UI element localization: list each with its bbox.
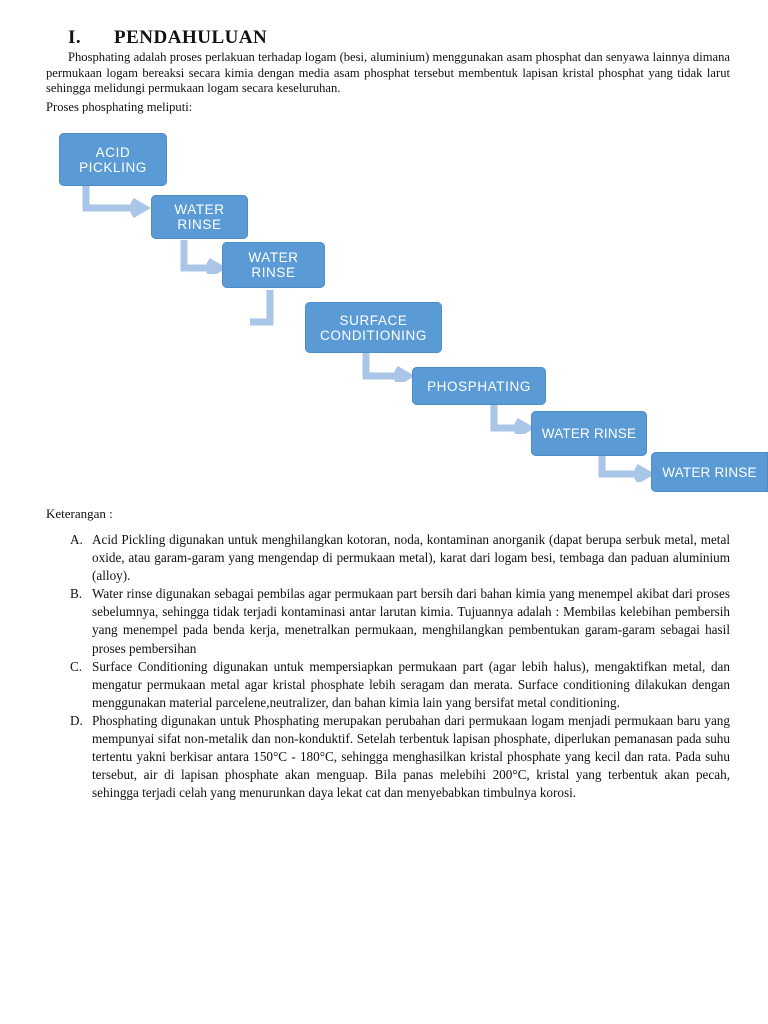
process-lead: Proses phosphating meliputi: [46,100,193,114]
flow-arrow-1 [82,186,154,220]
step-water-rinse-2: WATER RINSE [222,242,325,288]
note-text: Acid Pickling digunakan untuk menghilangkan kotoran, noda, kontaminan anorganik (dapat berupa serbuk metal, metal oxide, atau garam-garam yang mengendap di permukaan metal), karat dari logam besi, tembaga dan paduan aluminium (alloy). [92,532,730,584]
notes-list [70,531,730,802]
note-text: Water rinse digunakan sebagai pembilas agar permukaan part bersih dari bahan kimia yang menempel akibat dari proses sebelumnya, sehingga tidak terjadi kontaminasi antar larutan kimia. Tujuannya adalah : Membilas kelebihan pembersih yang menempel pada benda kerja, menetralkan permukaan, menghilangkan pembentukan garam-garam sebagai hasil proses pembersihan [92,586,730,656]
note-marker: B. [70,586,83,602]
note-marker: C. [70,658,83,674]
flow-arrow-2 [180,240,226,274]
flow-arrow-3 [246,290,276,326]
step-surface-conditioning: SURFACE CONDITIONING [305,302,442,353]
note-surface-conditioning [70,658,730,712]
keterangan-label: Keterangan : [46,506,113,521]
flow-arrow-6 [598,456,654,482]
section-title: PENDAHULUAN [114,27,268,48]
step-water-rinse-4: WATER RINSE [651,452,768,492]
note-phosphating [70,712,730,802]
step-acid-pickling: ACID PICKLING [59,133,167,186]
flow-arrow-5 [490,404,534,434]
step-water-rinse-3: WATER RINSE [531,411,647,456]
note-marker: D. [70,712,83,728]
flow-arrow-4 [362,352,414,382]
intro-paragraph: Phosphating adalah proses perlakuan terhadap logam (besi, aluminium) menggunakan asam phosphat dan senyawa lainnya dimana permukaan logam bereaksi secara kimia dengan media asam phosphat tersebut membentuk lapisan kristal phosphat yang tidak larut sehingga melidungi permukaan logam secara keseluruhan. [46,50,730,96]
note-acid-pickling [70,531,730,585]
step-phosphating: PHOSPHATING [412,367,546,405]
step-water-rinse-1: WATER RINSE [151,195,248,239]
note-text: Phosphating digunakan untuk Phosphating merupakan perubahan dari permukaan logam menjadi permukaan baru yang mempunyai sifat non-metalik dan non-konduktif. Setelah terbentuk lapisan phosphate, diperlukan pemanasan pada suhu tertentu yakni berkisar antara 150°C - 180°C, sehingga menghasilkan kristal phosphate yang kecil dan rata. Pada suhu tersebut, air di lapisan phosphate akan menguap. Bila panas melebihi 200°C, kristal yang terbentuk akan pecah, sehingga terjadi celah yang menurunkan daya lekat cat dan menyebabkan timbulnya korosi. [92,712,730,801]
note-water-rinse [70,585,730,657]
section-number: I. [68,27,82,48]
note-marker: A. [70,532,83,547]
section-heading [68,27,267,49]
note-text: Surface Conditioning digunakan untuk mempersiapkan permukaan part (agar lebih halus), mengaktifkan metal, dan mengatur permukaan metal agar kristal phosphate lebih seragam dan merata. Surface conditioning dilakukan dengan menggunakan material parcelene,neutralizer, dan bahan kimia lain yang bersifat metal conditioning. [92,658,730,710]
